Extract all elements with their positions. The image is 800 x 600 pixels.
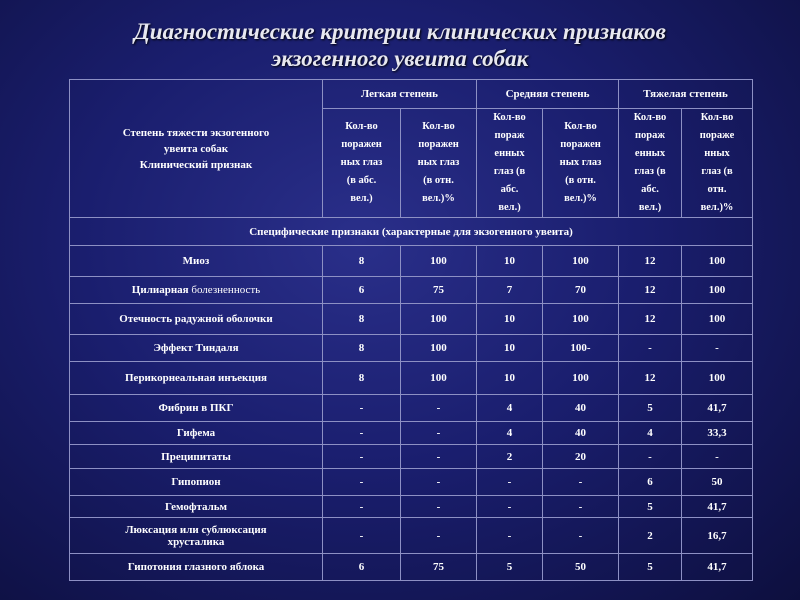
subheader-cell [682, 109, 753, 218]
subheader-cell [401, 109, 477, 218]
table-row [70, 304, 753, 335]
header-row-groups [70, 80, 753, 109]
table-cell: 5 [619, 395, 682, 422]
slide-title [0, 18, 800, 72]
table-cell: - [543, 496, 619, 518]
table-row [70, 445, 753, 469]
table-cell: 100 [543, 362, 619, 395]
row-label: Гемофтальм [70, 496, 323, 518]
subheader-line: абс. [641, 184, 659, 195]
row-label: Гипотония глазного яблока [70, 554, 323, 581]
subheader-line: вел.) [350, 193, 373, 204]
table-cell: 12 [619, 246, 682, 277]
subheader-line: Кол-во [493, 112, 526, 123]
subheader-line: поражен [560, 139, 601, 150]
table-cell: - [401, 496, 477, 518]
table-cell: 20 [543, 445, 619, 469]
row-label: Миоз [70, 246, 323, 277]
subheader-line: нных [704, 148, 730, 159]
subheader-line: поражен [418, 139, 459, 150]
table-cell: - [323, 496, 401, 518]
title-line-2: экзогенного увеита собак [271, 46, 529, 71]
table-cell: 33,3 [682, 422, 753, 445]
header-main-line-3: Клинический признак [139, 158, 253, 171]
subheader-cell [543, 109, 619, 218]
table-row [70, 518, 753, 554]
table-cell: 10 [477, 335, 543, 362]
table-cell: - [401, 445, 477, 469]
table-cell: - [619, 335, 682, 362]
row-label: Отечность радужной оболочки [70, 304, 323, 335]
table-cell: 41,7 [682, 395, 753, 422]
table-cell: 100- [543, 335, 619, 362]
subheader-line: глаз (в [634, 166, 666, 177]
table-cell: 100 [401, 362, 477, 395]
table-cell: - [323, 395, 401, 422]
table-cell: 40 [543, 422, 619, 445]
table-cell: 5 [477, 554, 543, 581]
subheader-line: вел.)% [564, 193, 597, 204]
subheader-line: глаз (в [493, 166, 526, 177]
table-cell: 100 [682, 362, 753, 395]
table-row [70, 469, 753, 496]
table-cell: 75 [401, 277, 477, 304]
table-row [70, 362, 753, 395]
subheader-cell [323, 109, 401, 218]
table-cell: 41,7 [682, 496, 753, 518]
row-label-bold: Цилиарная [131, 284, 189, 296]
table-cell: 12 [619, 362, 682, 395]
subheader-line: енных [494, 148, 525, 159]
subheader-line: ных глаз [559, 157, 602, 168]
table-cell: 6 [323, 554, 401, 581]
table-cell: - [323, 469, 401, 496]
subheader-line: вел.) [638, 202, 662, 213]
subheader-line: пораж [494, 130, 525, 141]
table-cell: 6 [619, 469, 682, 496]
table-cell: - [543, 518, 619, 554]
table-cell: 41,7 [682, 554, 753, 581]
row-label [70, 277, 323, 304]
table-cell: 100 [543, 246, 619, 277]
subheader-line: Кол-во [422, 121, 455, 132]
subheader-line: поражен [341, 139, 382, 150]
row-label: Гипопион [70, 469, 323, 496]
section-row [70, 218, 753, 246]
table-cell: - [477, 496, 543, 518]
subheader-line: Кол-во [700, 112, 734, 123]
table-cell: 7 [477, 277, 543, 304]
subheader-line: абс. [500, 184, 519, 195]
table-cell: 6 [323, 277, 401, 304]
table-cell: 10 [477, 362, 543, 395]
subheader-line: Кол-во [633, 112, 667, 123]
table-cell: 8 [323, 362, 401, 395]
table-cell: 8 [323, 304, 401, 335]
subheader-cell [619, 109, 682, 218]
table-cell: 100 [682, 277, 753, 304]
row-label: Фибрин в ПКГ [70, 395, 323, 422]
row-label: Преципитаты [70, 445, 323, 469]
table-cell: 10 [477, 304, 543, 335]
table-cell: 10 [477, 246, 543, 277]
subheader-line: вел.)% [422, 193, 455, 204]
subheader-line: глаз (в [701, 166, 733, 177]
header-main-cell [70, 80, 323, 218]
subheader-line: ных глаз [340, 157, 383, 168]
table-cell: 40 [543, 395, 619, 422]
table-cell: 12 [619, 277, 682, 304]
table-cell: 75 [401, 554, 477, 581]
table-cell: - [323, 445, 401, 469]
subheader-line: вел.) [498, 202, 521, 213]
table-cell: 12 [619, 304, 682, 335]
row-label-regular: болезненность [188, 284, 261, 296]
table-cell: 4 [619, 422, 682, 445]
subheader-line: отн. [707, 184, 727, 195]
table-cell: - [477, 518, 543, 554]
table-cell: 8 [323, 246, 401, 277]
subheader-line: пораж [635, 130, 666, 141]
header-main-line-2: увеита собак [163, 142, 229, 155]
table-cell: 100 [543, 304, 619, 335]
row-label: Эффект Тиндаля [70, 335, 323, 362]
subheader-line: Кол-во [564, 121, 597, 132]
table-cell: 2 [477, 445, 543, 469]
table-cell: - [323, 518, 401, 554]
table-cell: - [401, 469, 477, 496]
table-cell: 50 [543, 554, 619, 581]
table-cell: - [401, 518, 477, 554]
table-cell: 100 [401, 335, 477, 362]
table-cell: 16,7 [682, 518, 753, 554]
subheader-line: ных глаз [417, 157, 460, 168]
group-header-moderate: Средняя степень [477, 80, 619, 109]
subheader-cell [477, 109, 543, 218]
table-body [70, 246, 753, 581]
table-cell: 100 [682, 304, 753, 335]
table-row [70, 496, 753, 518]
table-row [70, 422, 753, 445]
subheader-line: вел.)% [700, 202, 734, 213]
header-main-line-1: Степень тяжести экзогенного [122, 126, 270, 139]
subheader-line: енных [634, 148, 666, 159]
table-cell: 100 [682, 246, 753, 277]
title-line-1: Диагностические критерии клинических признаков [134, 19, 666, 44]
table-cell: 4 [477, 422, 543, 445]
table-cell: 4 [477, 395, 543, 422]
table-row [70, 277, 753, 304]
group-header-severe: Тяжелая степень [619, 80, 753, 109]
table-cell: 100 [401, 246, 477, 277]
table-cell: 5 [619, 496, 682, 518]
subheader-line: (в абс. [346, 175, 377, 186]
table-cell: 100 [401, 304, 477, 335]
table-cell: - [323, 422, 401, 445]
table-row [70, 335, 753, 362]
table-cell: - [543, 469, 619, 496]
table-cell: 8 [323, 335, 401, 362]
group-header-mild: Легкая степень [323, 80, 477, 109]
subheader-line: Кол-во [345, 121, 378, 132]
table-cell: 2 [619, 518, 682, 554]
subheader-line: (в отн. [423, 175, 454, 186]
row-label-line-2: хрусталика [167, 535, 225, 548]
table-cell: 70 [543, 277, 619, 304]
table-cell: - [401, 395, 477, 422]
subheader-line: (в отн. [565, 175, 596, 186]
table-row [70, 395, 753, 422]
table-cell: 50 [682, 469, 753, 496]
table-cell: - [682, 335, 753, 362]
row-label: Гифема [70, 422, 323, 445]
subheader-line: пораже [699, 130, 735, 141]
row-label-line-1: Люксация или сублюксация [125, 523, 267, 536]
table-cell: - [619, 445, 682, 469]
row-label [70, 518, 323, 554]
table-cell: - [682, 445, 753, 469]
table-row [70, 554, 753, 581]
table-cell: - [477, 469, 543, 496]
table-cell: - [401, 422, 477, 445]
section-header: Специфические признаки (характерные для экзогенного увеита) [70, 218, 753, 246]
table-row [70, 246, 753, 277]
table-cell: 5 [619, 554, 682, 581]
criteria-table [69, 79, 753, 581]
row-label: Перикорнеальная инъекция [70, 362, 323, 395]
